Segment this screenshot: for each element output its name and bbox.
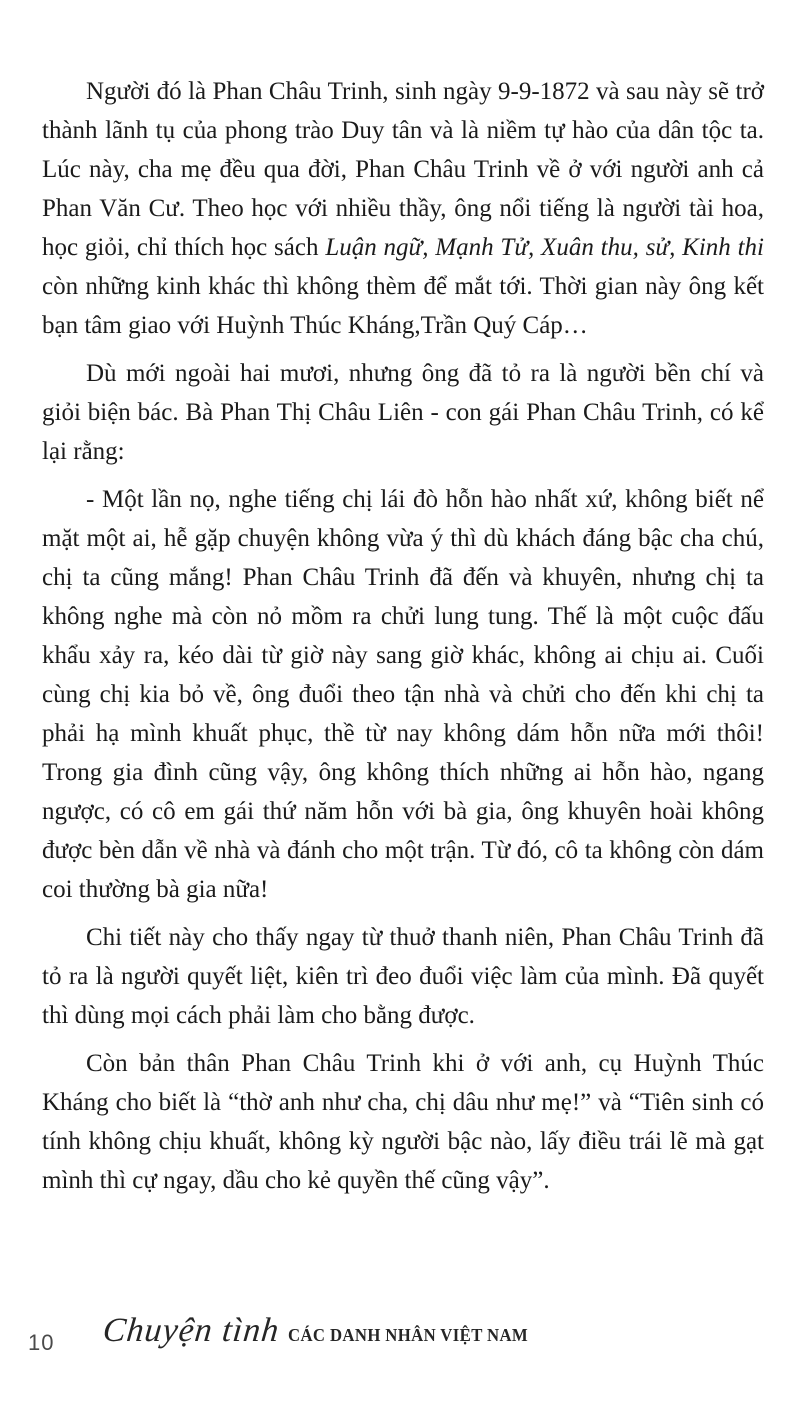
text-content [42, 72, 764, 1209]
paragraph [42, 480, 764, 909]
text-segment: Người đó là Phan Châu Trinh, sinh ngày 9-9-1872 và sau này sẽ trở thành lãnh tụ của phong trào Duy tân và là niềm tự hào của dân tộc ta. Lúc này, cha mẹ đều qua đời, Phan Châu Trinh về ở với người anh cả Phan Văn Cư. Theo học với nhiều thầy, ông nổi tiếng là người tài hoa, học giỏi, chỉ thích học sách [42, 78, 764, 261]
text-segment: Còn bản thân Phan Châu Trinh khi ở với anh, cụ Huỳnh Thúc Kháng cho biết là “thờ anh như cha, chị dâu như mẹ!” và “Tiên sinh có tính không chịu khuất, không kỳ người bậc nào, lấy điều trái lẽ mà gạt mình thì cự ngay, dầu cho kẻ quyền thế cũng vậy”. [42, 1050, 764, 1194]
text-segment: - Một lần nọ, nghe tiếng chị lái đò hỗn hào nhất xứ, không biết nể mặt một ai, hễ gặp chuyện không vừa ý thì dù khách đáng bậc cha chú, chị ta cũng mắng! Phan Châu Trinh đã đến và khuyên, nhưng chị ta không nghe mà còn nỏ mồm ra chửi lung tung. Thế là một cuộc đấu khẩu xảy ra, kéo dài từ giờ này sang giờ khác, không ai chịu ai. Cuối cùng chị kia bỏ về, ông đuổi theo tận nhà và chửi cho đến khi chị ta phải hạ mình khuất phục, thề từ nay không dám hỗn nữa mới thôi! Trong gia đình cũng vậy, ông không thích những ai hỗn hào, ngang ngược, có cô em gái thứ năm hỗn với bà gia, ông khuyên hoài không được bèn dẫn về nhà và đánh cho một trận. Từ đó, cô ta không còn dám coi thường bà gia nữa! [42, 486, 764, 903]
page-number: 10 [28, 1330, 55, 1355]
paragraph [42, 354, 764, 471]
paragraph [42, 1044, 764, 1200]
running-footer-title [103, 1312, 546, 1350]
book-title-caps: CÁC DANH NHÂN VIỆT NAM [288, 1325, 529, 1345]
paragraph [42, 72, 764, 345]
book-title-script: Chuyện tình [101, 1312, 282, 1349]
book-titles-italic-text: Luận ngữ, Mạnh Tử, Xuân thu, sử, Kinh thi [325, 234, 764, 261]
page-footer [0, 1312, 800, 1372]
text-segment: còn những kinh khác thì không thèm để mắt tới. Thời gian này ông kết bạn tâm giao với Huỳnh Thúc Kháng,Trần Quý Cáp… [42, 273, 764, 339]
text-segment: Dù mới ngoài hai mươi, nhưng ông đã tỏ ra là người bền chí và giỏi biện bác. Bà Phan Thị Châu Liên - con gái Phan Châu Trinh, có kể lại rằng: [42, 360, 764, 465]
paragraph [42, 918, 764, 1035]
text-segment: Chi tiết này cho thấy ngay từ thuở thanh niên, Phan Châu Trinh đã tỏ ra là người quyết liệt, kiên trì đeo đuổi việc làm của mình. Đã quyết thì dùng mọi cách phải làm cho bằng được. [42, 924, 764, 1029]
